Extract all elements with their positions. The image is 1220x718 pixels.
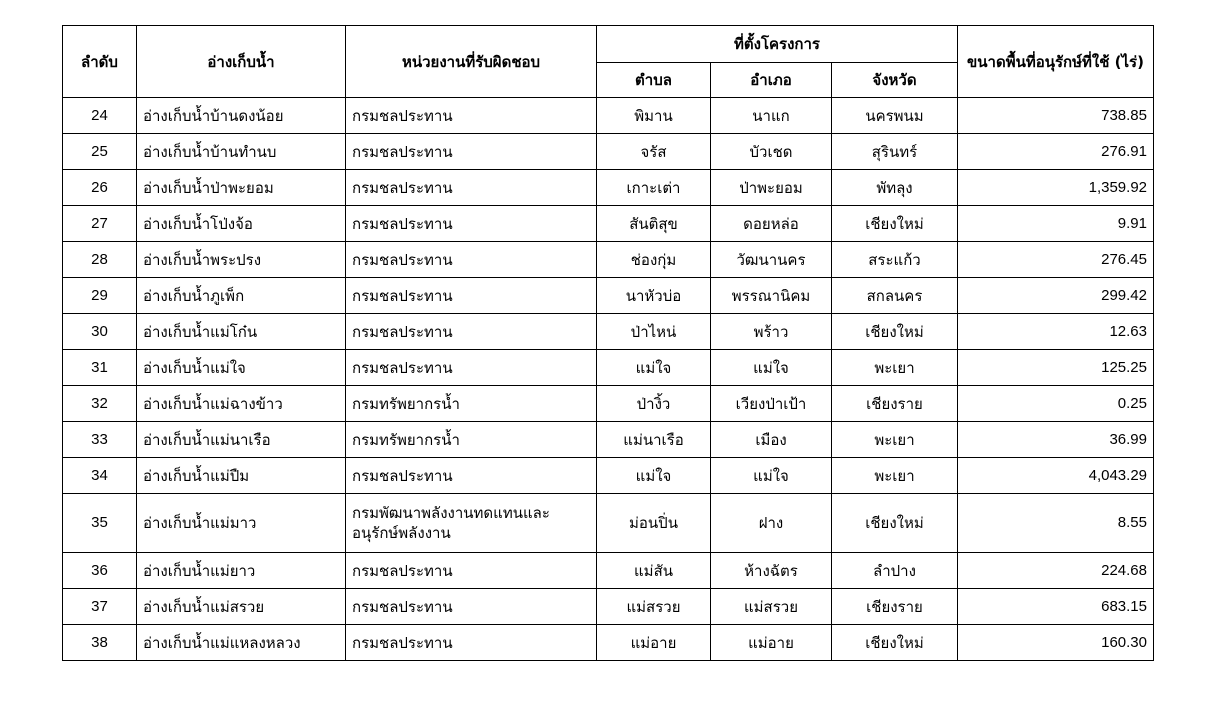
cell-subdistrict: แม่สัน (597, 553, 711, 589)
cell-province: เชียงใหม่ (832, 625, 958, 661)
table-row (63, 278, 1154, 314)
cell-province: เชียงราย (832, 589, 958, 625)
cell-province: สุรินทร์ (832, 134, 958, 170)
cell-province: เชียงราย (832, 386, 958, 422)
cell-district: วัฒนานคร (711, 242, 832, 278)
cell-agency: กรมชลประทาน (346, 553, 597, 589)
header-row-primary (63, 26, 1154, 63)
cell-subdistrict: ป่างิ้ว (597, 386, 711, 422)
cell-order: 34 (63, 458, 137, 494)
cell-agency: กรมชลประทาน (346, 589, 597, 625)
table-row (63, 422, 1154, 458)
cell-subdistrict: ช่องกุ่ม (597, 242, 711, 278)
cell-district: ดอยหล่อ (711, 206, 832, 242)
cell-reservoir: อ่างเก็บน้ำบ้านดงน้อย (137, 98, 346, 134)
cell-district: แม่อาย (711, 625, 832, 661)
cell-district: นาแก (711, 98, 832, 134)
cell-reservoir: อ่างเก็บน้ำแม่โก๋น (137, 314, 346, 350)
cell-agency: กรมชลประทาน (346, 170, 597, 206)
header-order: ลำดับ (63, 26, 137, 98)
header-district: อำเภอ (711, 63, 832, 98)
cell-district: แม่ใจ (711, 350, 832, 386)
cell-reservoir: อ่างเก็บน้ำภูเพ็ก (137, 278, 346, 314)
cell-province: สระแก้ว (832, 242, 958, 278)
cell-district: แม่สรวย (711, 589, 832, 625)
cell-agency: กรมชลประทาน (346, 206, 597, 242)
cell-district: ห้างฉัตร (711, 553, 832, 589)
cell-province: ลำปาง (832, 553, 958, 589)
cell-agency: กรมชลประทาน (346, 98, 597, 134)
cell-district: แม่ใจ (711, 458, 832, 494)
cell-subdistrict: ป่าไหน่ (597, 314, 711, 350)
cell-reservoir: อ่างเก็บน้ำบ้านทำนบ (137, 134, 346, 170)
cell-reservoir: อ่างเก็บน้ำแม่ยาว (137, 553, 346, 589)
cell-area: 1,359.92 (958, 170, 1154, 206)
cell-reservoir: อ่างเก็บน้ำป่าพะยอม (137, 170, 346, 206)
table-row (63, 350, 1154, 386)
cell-area: 224.68 (958, 553, 1154, 589)
cell-reservoir: อ่างเก็บน้ำแม่สรวย (137, 589, 346, 625)
cell-agency: กรมชลประทาน (346, 350, 597, 386)
cell-reservoir: อ่างเก็บน้ำแม่ฉางข้าว (137, 386, 346, 422)
cell-province: พะเยา (832, 458, 958, 494)
cell-area: 738.85 (958, 98, 1154, 134)
cell-area: 683.15 (958, 589, 1154, 625)
cell-area: 8.55 (958, 494, 1154, 553)
cell-subdistrict: พิมาน (597, 98, 711, 134)
cell-area: 125.25 (958, 350, 1154, 386)
cell-order: 25 (63, 134, 137, 170)
table-row (63, 242, 1154, 278)
cell-province: พะเยา (832, 422, 958, 458)
cell-subdistrict: แม่สรวย (597, 589, 711, 625)
cell-subdistrict: ม่อนปิ่น (597, 494, 711, 553)
cell-area: 9.91 (958, 206, 1154, 242)
cell-area: 36.99 (958, 422, 1154, 458)
reservoir-table (62, 25, 1154, 661)
cell-subdistrict: จรัส (597, 134, 711, 170)
cell-order: 24 (63, 98, 137, 134)
cell-district: พรรณานิคม (711, 278, 832, 314)
cell-reservoir: อ่างเก็บน้ำแม่ปืม (137, 458, 346, 494)
cell-district: พร้าว (711, 314, 832, 350)
table-body (63, 98, 1154, 661)
cell-order: 36 (63, 553, 137, 589)
header-location: ที่ตั้งโครงการ (597, 26, 958, 63)
cell-subdistrict: แม่ใจ (597, 350, 711, 386)
cell-province: พะเยา (832, 350, 958, 386)
cell-subdistrict: สันติสุข (597, 206, 711, 242)
cell-agency: กรมพัฒนาพลังงานทดแทนและอนุรักษ์พลังงาน (346, 494, 597, 553)
cell-agency: กรมชลประทาน (346, 458, 597, 494)
cell-order: 37 (63, 589, 137, 625)
cell-reservoir: อ่างเก็บน้ำพระปรง (137, 242, 346, 278)
cell-order: 33 (63, 422, 137, 458)
table-row (63, 553, 1154, 589)
cell-agency: กรมทรัพยากรน้ำ (346, 422, 597, 458)
cell-subdistrict: แม่อาย (597, 625, 711, 661)
header-reservoir: อ่างเก็บน้ำ (137, 26, 346, 98)
cell-area: 12.63 (958, 314, 1154, 350)
cell-order: 29 (63, 278, 137, 314)
header-area: ขนาดพื้นที่อนุรักษ์ที่ใช้ (ไร่) (958, 26, 1154, 98)
table-row (63, 386, 1154, 422)
cell-reservoir: อ่างเก็บน้ำแม่มาว (137, 494, 346, 553)
table-row (63, 98, 1154, 134)
header-province: จังหวัด (832, 63, 958, 98)
cell-order: 35 (63, 494, 137, 553)
cell-agency: กรมชลประทาน (346, 134, 597, 170)
table-row (63, 206, 1154, 242)
cell-reservoir: อ่างเก็บน้ำแม่นาเรือ (137, 422, 346, 458)
cell-area: 160.30 (958, 625, 1154, 661)
table-row (63, 458, 1154, 494)
header-subdistrict: ตำบล (597, 63, 711, 98)
cell-order: 38 (63, 625, 137, 661)
cell-agency: กรมชลประทาน (346, 242, 597, 278)
cell-subdistrict: นาหัวบ่อ (597, 278, 711, 314)
cell-district: บัวเชด (711, 134, 832, 170)
cell-province: เชียงใหม่ (832, 206, 958, 242)
cell-agency: กรมชลประทาน (346, 314, 597, 350)
cell-area: 276.91 (958, 134, 1154, 170)
cell-order: 31 (63, 350, 137, 386)
table-row (63, 589, 1154, 625)
cell-subdistrict: เกาะเต่า (597, 170, 711, 206)
cell-agency: กรมชลประทาน (346, 625, 597, 661)
cell-reservoir: อ่างเก็บน้ำแม่ใจ (137, 350, 346, 386)
table-row (63, 170, 1154, 206)
table-row (63, 314, 1154, 350)
cell-area: 4,043.29 (958, 458, 1154, 494)
table-header (63, 26, 1154, 98)
cell-order: 26 (63, 170, 137, 206)
cell-area: 0.25 (958, 386, 1154, 422)
cell-reservoir: อ่างเก็บน้ำโป่งจ้อ (137, 206, 346, 242)
cell-district: ป่าพะยอม (711, 170, 832, 206)
cell-province: เชียงใหม่ (832, 494, 958, 553)
cell-area: 276.45 (958, 242, 1154, 278)
cell-district: เวียงป่าเป้า (711, 386, 832, 422)
cell-order: 30 (63, 314, 137, 350)
cell-order: 32 (63, 386, 137, 422)
cell-district: ฝาง (711, 494, 832, 553)
cell-province: พัทลุง (832, 170, 958, 206)
cell-area: 299.42 (958, 278, 1154, 314)
cell-order: 28 (63, 242, 137, 278)
cell-order: 27 (63, 206, 137, 242)
table-row (63, 625, 1154, 661)
cell-subdistrict: แม่ใจ (597, 458, 711, 494)
cell-subdistrict: แม่นาเรือ (597, 422, 711, 458)
table-row (63, 494, 1154, 553)
cell-reservoir: อ่างเก็บน้ำแม่แหลงหลวง (137, 625, 346, 661)
cell-province: นครพนม (832, 98, 958, 134)
cell-agency: กรมทรัพยากรน้ำ (346, 386, 597, 422)
cell-agency: กรมชลประทาน (346, 278, 597, 314)
cell-province: เชียงใหม่ (832, 314, 958, 350)
header-agency: หน่วยงานที่รับผิดชอบ (346, 26, 597, 98)
cell-province: สกลนคร (832, 278, 958, 314)
table-row (63, 134, 1154, 170)
cell-district: เมือง (711, 422, 832, 458)
